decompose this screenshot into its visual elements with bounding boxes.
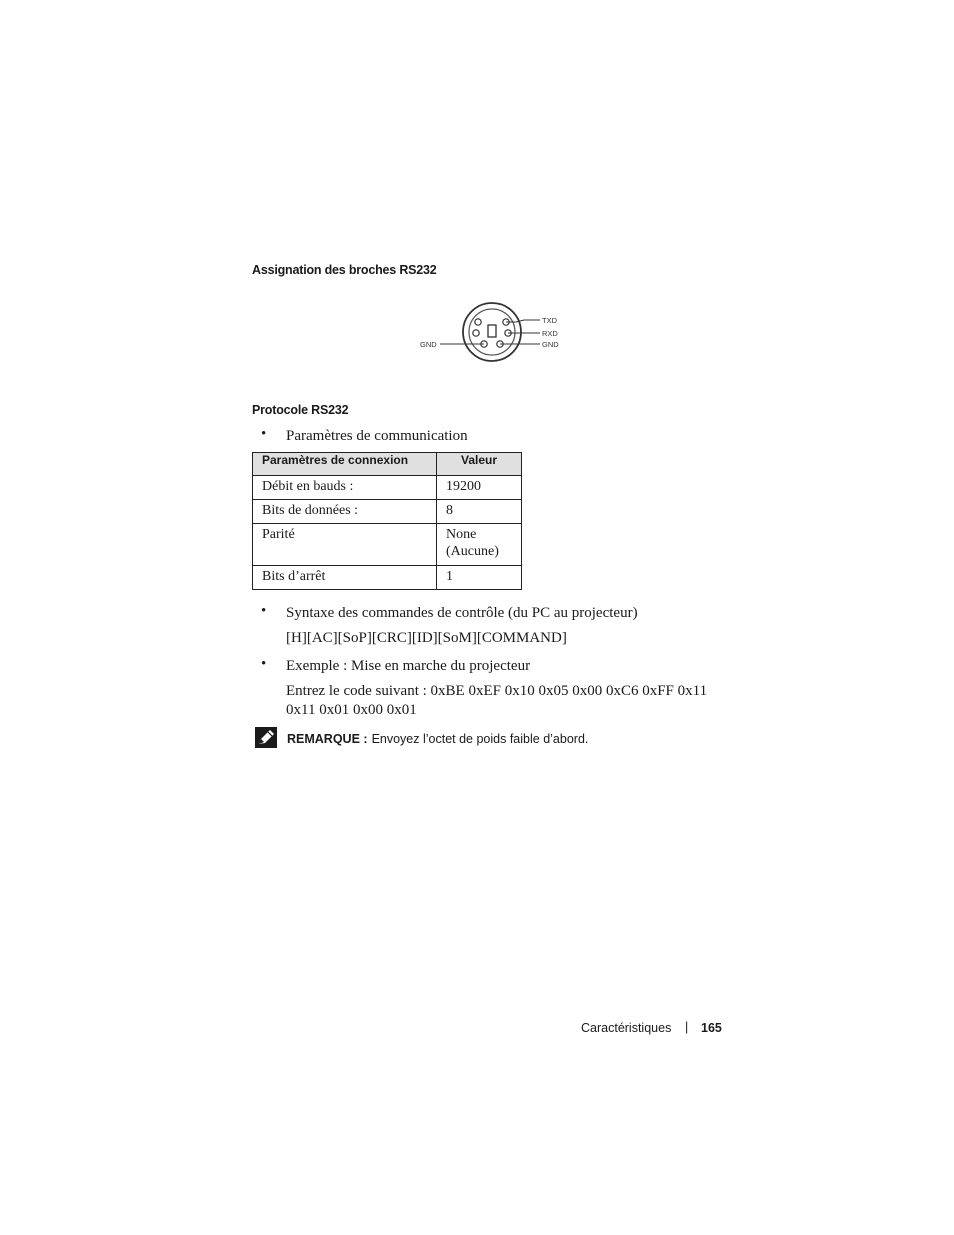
- footer-page-number: 165: [701, 1021, 722, 1035]
- table-cell-value: 1: [437, 566, 522, 590]
- pin-3: [473, 330, 479, 336]
- table-row: [253, 500, 522, 524]
- table-row: [253, 524, 522, 566]
- command-syntax-format: [H][AC][SoP][CRC][ID][SoM][COMMAND]: [286, 630, 567, 646]
- example-code-line-2: 0x11 0x01 0x00 0x01: [286, 702, 417, 718]
- footer-separator: |: [685, 1020, 689, 1034]
- table-cell-value: None (Aucune): [437, 524, 522, 566]
- pin-1: [475, 319, 481, 325]
- table-cell-param: Débit en bauds :: [253, 476, 437, 500]
- table-cell-param: Bits de données :: [253, 500, 437, 524]
- table-cell-param: Bits d’arrêt: [253, 566, 437, 590]
- section-heading-protocol: Protocole RS232: [252, 403, 349, 417]
- table-cell-value: 19200: [437, 476, 522, 500]
- connection-params-table: [252, 452, 522, 590]
- rs232-connector-diagram: [416, 300, 566, 364]
- connector-key: [488, 325, 496, 337]
- note-label: REMARQUE :: [287, 732, 368, 746]
- bullet-example: Exemple : Mise en marche du projecteur: [286, 658, 531, 674]
- table-row: [253, 566, 522, 590]
- note-text: Envoyez l’octet de poids faible d’abord.: [371, 732, 589, 746]
- table-header-row: [253, 453, 522, 476]
- bullet-comm-params: Paramètres de communication: [286, 428, 468, 444]
- note: [287, 730, 588, 748]
- connector-inner-ring: [469, 309, 515, 355]
- footer-section-name: Caractéristiques: [581, 1021, 672, 1035]
- table-cell-value: 8: [437, 500, 522, 524]
- txd-label: TXD: [542, 316, 557, 325]
- table-header-value: Valeur: [437, 453, 522, 476]
- example-code-line-1: Entrez le code suivant : 0xBE 0xEF 0x10 0x05 0x00 0xC6 0xFF 0x11: [286, 683, 708, 699]
- txd-lead: [506, 320, 540, 322]
- table-header-param: Paramètres de connexion: [253, 453, 437, 476]
- gnd-right-label: GND: [542, 340, 559, 349]
- bullet-marker: •: [261, 603, 267, 619]
- bullet-command-syntax: Syntaxe des commandes de contrôle (du PC au projecteur): [286, 605, 638, 621]
- note-pencil-icon: [255, 727, 277, 748]
- bullet-marker: •: [261, 426, 267, 442]
- connector-outer-ring: [463, 303, 521, 361]
- table-row: [253, 476, 522, 500]
- rxd-label: RXD: [542, 329, 558, 338]
- gnd-left-label: GND: [420, 340, 437, 349]
- bullet-marker: •: [261, 656, 267, 672]
- table-cell-param: Parité: [253, 524, 437, 566]
- section-heading-pin-assignment: Assignation des broches RS232: [252, 263, 437, 277]
